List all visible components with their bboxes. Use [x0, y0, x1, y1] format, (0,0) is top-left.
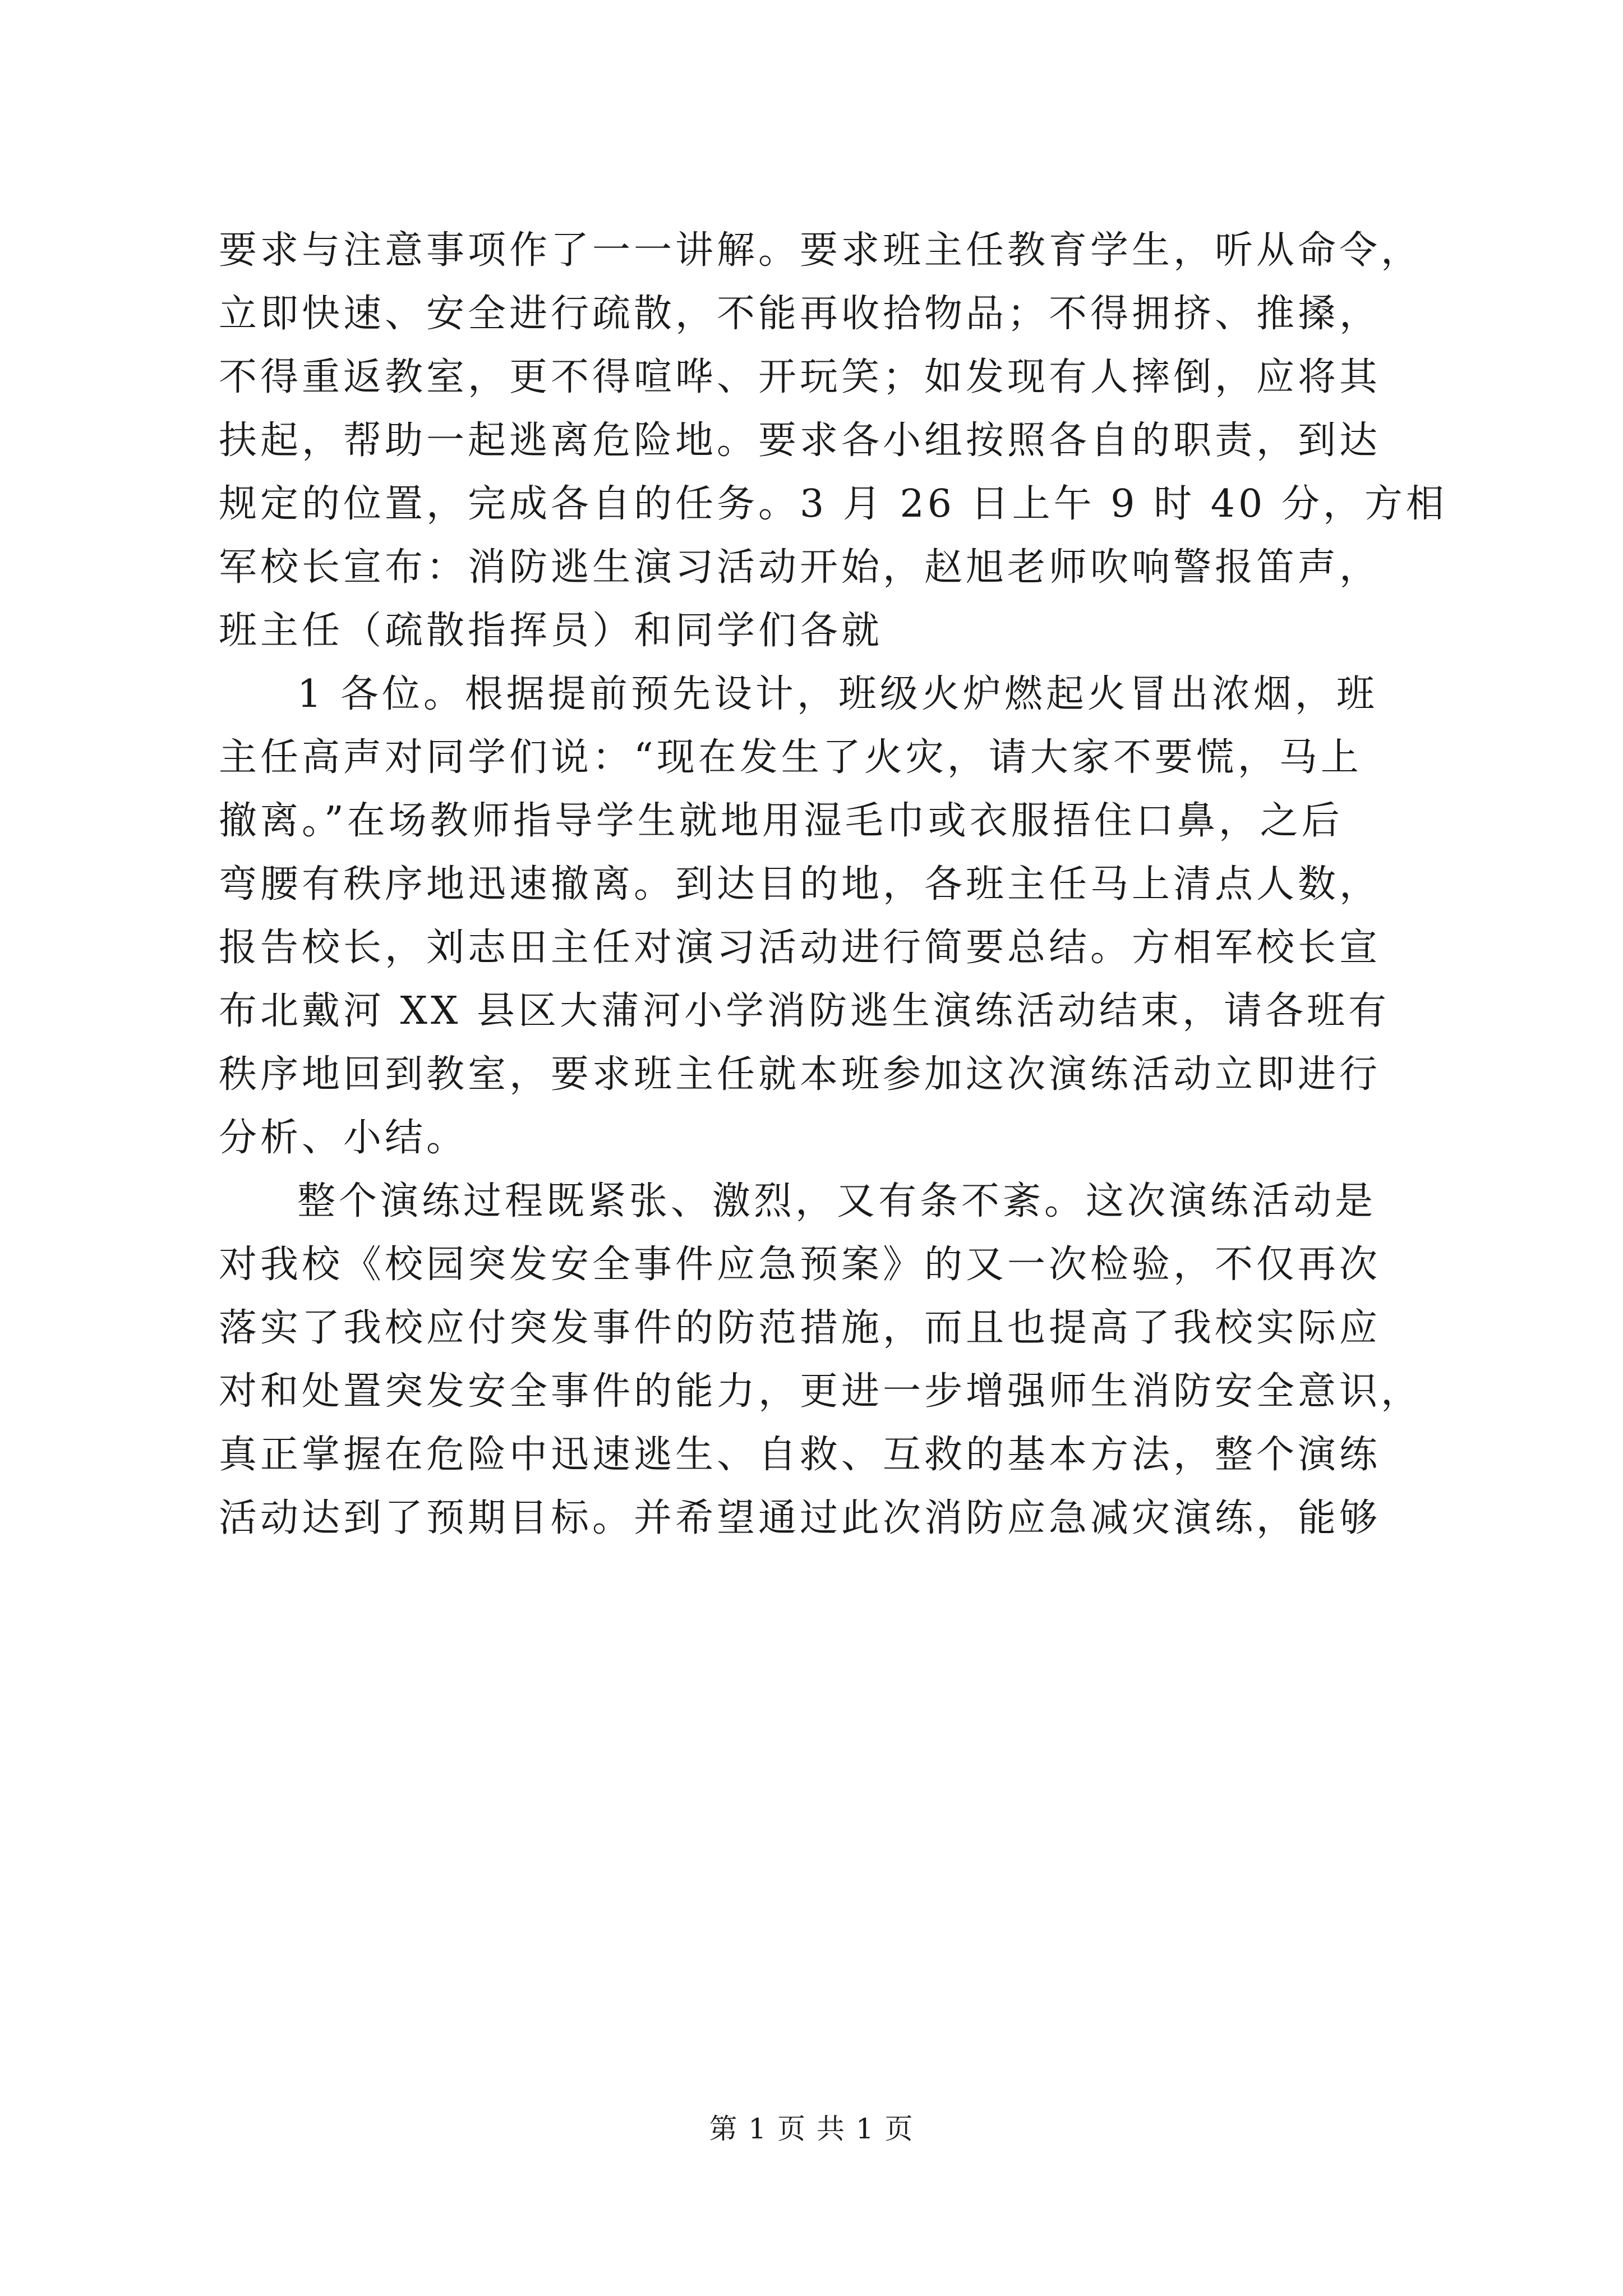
text-line: 真正掌握在危险中迅速逃生、自救、互救的基本方法，整个演练	[219, 1433, 1381, 1477]
text-line: 要求与注意事项作了一一讲解。要求班主任教育学生，听从命令，	[219, 228, 1423, 273]
text-line: 扶起，帮助一起逃离危险地。要求各小组按照各自的职责，到达	[219, 418, 1381, 463]
text-line: 主任高声对同学们说：“现在发生了火灾，请大家不要慌，马上	[219, 735, 1362, 780]
paragraph-start-line: 1 各位。根据提前预先设计，班级火炉燃起火冒出浓烟，班	[297, 672, 1378, 716]
text-line: 弯腰有秩序地迅速撤离。到达目的地，各班主任马上清点人数，	[219, 862, 1381, 907]
text-line: 立即快速、安全进行疏散，不能再收拾物品；不得拥挤、推搡，	[219, 292, 1381, 336]
text-line: 军校长宣布：消防逃生演习活动开始，赵旭老师吹响警报笛声，	[219, 545, 1381, 590]
text-line: 班主任（疏散指挥员）和同学们各就	[219, 609, 883, 653]
document-body	[219, 219, 1447, 1550]
text-line: 活动达到了预期目标。并希望通过此次消防应急减灾演练，能够	[219, 1496, 1381, 1540]
text-line: 报告校长，刘志田主任对演习活动进行简要总结。方相军校长宣	[219, 926, 1381, 970]
text-line: 落实了我校应付突发事件的防范措施，而且也提高了我校实际应	[219, 1306, 1381, 1350]
text-line: 秩序地回到教室，要求班主任就本班参加这次演练活动立即进行	[219, 1052, 1381, 1097]
text-line: 分析、小结。	[219, 1116, 468, 1160]
text-line: 布北戴河 XX 县区大蒲河小学消防逃生演练活动结束，请各班有	[219, 989, 1390, 1033]
text-line: 对我校《校园突发安全事件应急预案》的又一次检验，不仅再次	[219, 1243, 1381, 1287]
text-line: 规定的位置，完成各自的任务。3 月 26 日上午 9 时 40 分，方相	[219, 482, 1447, 526]
text-line: 不得重返教室，更不得喧哗、开玩笑；如发现有人摔倒，应将其	[219, 355, 1381, 399]
page-footer: 第 1 页 共 1 页	[709, 2113, 914, 2145]
text-line: 撤离。”在场教师指导学生就地用湿毛巾或衣服捂住口鼻，之后	[219, 799, 1343, 843]
text-line: 对和处置突发安全事件的能力，更进一步增强师生消防安全意识，	[219, 1369, 1423, 1414]
paragraph-start-line: 整个演练过程既紧张、激烈，又有条不紊。这次演练活动是	[297, 1179, 1377, 1223]
